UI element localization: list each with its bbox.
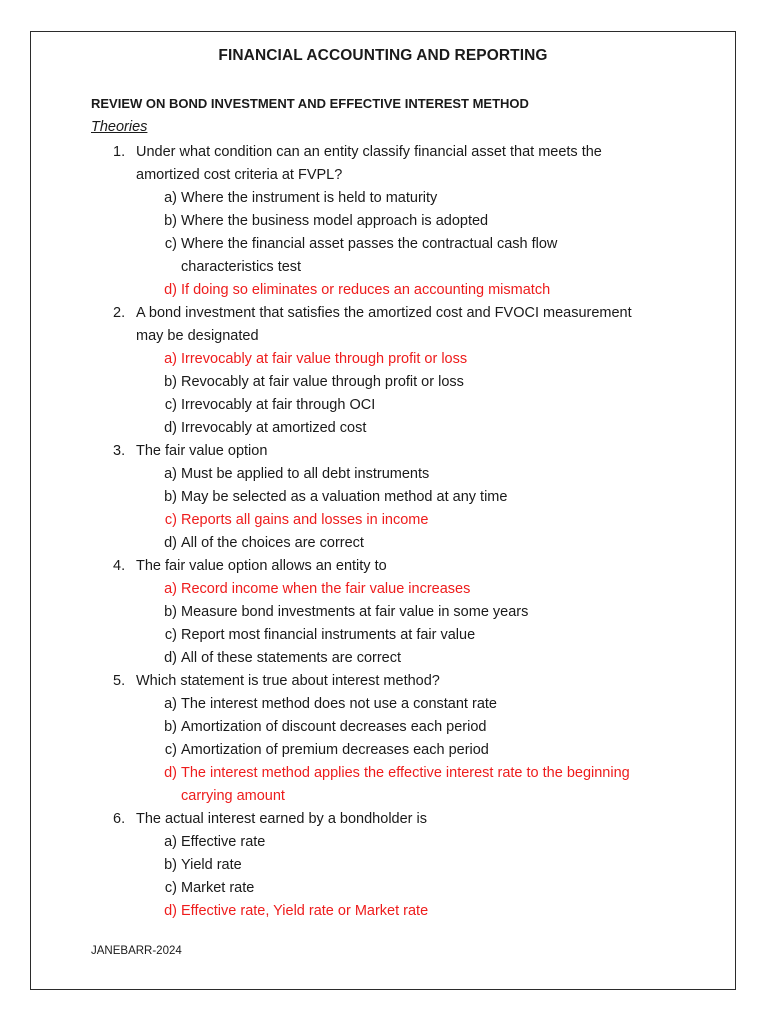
option-line [31,463,735,486]
question-list [31,141,735,923]
question-line [31,808,735,831]
option-line [31,739,735,762]
question-item [31,302,735,440]
question-line [31,670,735,693]
question-number: 6. [113,811,126,827]
section-title: REVIEW ON BOND INVESTMENT AND EFFECTIVE INTEREST METHOD [91,96,529,111]
option-text: All of the choices are correct [181,535,364,551]
option-text: If doing so eliminates or reduces an accounting mismatch [181,282,551,298]
option-text: Effective rate, Yield rate or Market rate [181,903,429,919]
option-line [31,210,735,233]
option-line [31,601,735,624]
option-text: Effective rate [181,834,266,850]
option-line [31,371,735,394]
footer-text: JANEBARR-2024 [91,945,182,957]
answer-option-line [31,279,735,302]
question-text: The fair value option allows an entity to [136,558,387,574]
option-letter: b) [164,604,177,620]
question-item [31,670,735,808]
option-text: Revocably at fair value through profit or loss [181,374,464,390]
option-text: Irrevocably at fair value through profit or loss [181,351,468,367]
option-text: The interest method applies the effective interest rate to the beginning [181,765,630,781]
option-letter: d) [164,282,177,298]
option-letter: a) [164,834,177,850]
question-number: 2. [113,305,126,321]
question-item [31,808,735,923]
answer-option-line [31,785,735,808]
option-text: All of these statements are correct [181,650,402,666]
option-text: Where the financial asset passes the contractual cash flow [181,236,558,252]
question-text: The actual interest earned by a bondholder is [136,811,427,827]
question-text: may be designated [136,328,259,344]
option-line [31,716,735,739]
option-text: Irrevocably at amortized cost [181,420,367,436]
question-item [31,555,735,670]
option-letter: a) [164,351,177,367]
option-text: Market rate [181,880,255,896]
option-line [31,877,735,900]
option-text: characteristics test [181,259,302,275]
option-text: Amortization of discount decreases each period [181,719,487,735]
option-letter: d) [164,420,177,436]
option-text: Where the instrument is held to maturity [181,190,438,206]
option-letter: d) [164,765,177,781]
option-letter: c) [164,880,177,896]
option-line [31,624,735,647]
option-line [31,256,735,279]
option-letter: c) [164,742,177,758]
question-line [31,325,735,348]
option-letter: a) [164,581,177,597]
option-line [31,532,735,555]
question-number: 5. [113,673,126,689]
option-line [31,693,735,716]
option-text: Record income when the fair value increases [181,581,471,597]
option-text: Amortization of premium decreases each period [181,742,489,758]
answer-option-line [31,900,735,923]
option-text: Where the business model approach is adopted [181,213,489,229]
option-letter: a) [164,466,177,482]
document-page [30,31,736,990]
option-text: carrying amount [181,788,285,804]
option-letter: a) [164,190,177,206]
option-line [31,187,735,210]
option-letter: d) [164,650,177,666]
option-letter: b) [164,374,177,390]
option-line [31,647,735,670]
question-number: 3. [113,443,126,459]
option-text: Measure bond investments at fair value in some years [181,604,529,620]
option-line [31,394,735,417]
question-number: 4. [113,558,126,574]
question-item [31,440,735,555]
answer-option-line [31,578,735,601]
question-text: A bond investment that satisfies the amortized cost and FVOCI measurement [136,305,632,321]
option-line [31,854,735,877]
option-letter: b) [164,719,177,735]
option-letter: c) [164,236,177,252]
option-text: May be selected as a valuation method at any time [181,489,508,505]
question-line [31,141,735,164]
option-letter: a) [164,696,177,712]
option-line [31,831,735,854]
question-line [31,164,735,187]
option-letter: d) [164,903,177,919]
option-letter: c) [164,512,177,528]
option-text: Yield rate [181,857,242,873]
option-text: The interest method does not use a constant rate [181,696,497,712]
theories-subheading: Theories [91,119,148,135]
question-text: Which statement is true about interest method? [136,673,440,689]
option-letter: c) [164,627,177,643]
option-text: Reports all gains and losses in income [181,512,429,528]
answer-option-line [31,762,735,785]
document-title: FINANCIAL ACCOUNTING AND REPORTING [218,47,548,64]
option-line [31,486,735,509]
answer-option-line [31,348,735,371]
question-line [31,302,735,325]
option-line [31,233,735,256]
option-letter: c) [164,397,177,413]
question-text: The fair value option [136,443,268,459]
question-item [31,141,735,302]
option-letter: b) [164,489,177,505]
option-text: Must be applied to all debt instruments [181,466,430,482]
question-line [31,555,735,578]
question-text: Under what condition can an entity classify financial asset that meets the [136,144,602,160]
answer-option-line [31,509,735,532]
option-letter: d) [164,535,177,551]
question-line [31,440,735,463]
option-letter: b) [164,213,177,229]
question-text: amortized cost criteria at FVPL? [136,167,343,183]
option-text: Irrevocably at fair through OCI [181,397,376,413]
option-line [31,417,735,440]
option-letter: b) [164,857,177,873]
question-number: 1. [113,144,126,160]
option-text: Report most financial instruments at fair value [181,627,476,643]
